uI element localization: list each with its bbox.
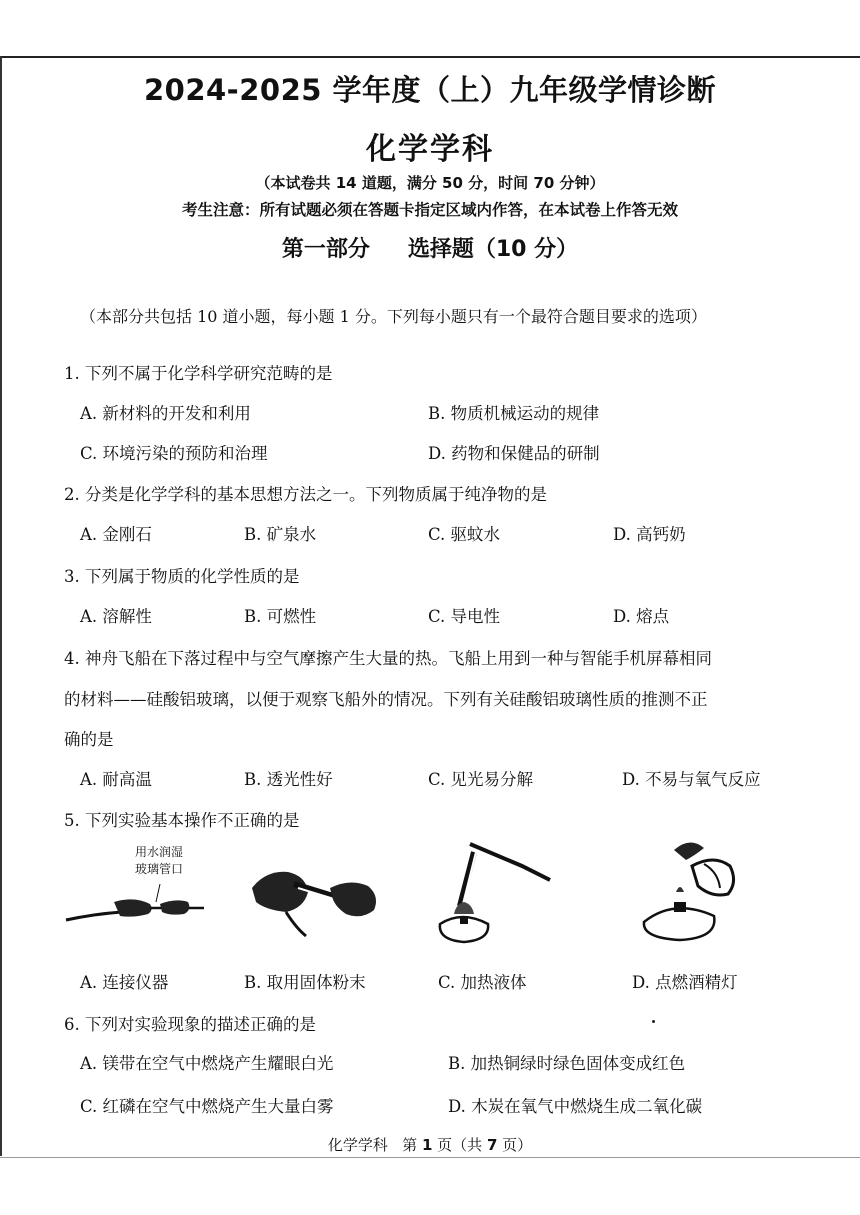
- question-3-stem: 3. 下列属于物质的化学性质的是: [64, 567, 300, 586]
- q4-option-d: D. 不易与氧气反应: [622, 770, 761, 789]
- figure-label-wet: 用水润湿: [134, 845, 183, 859]
- q4-option-b: B. 透光性好: [244, 770, 333, 789]
- subject-title: 化学学科: [366, 132, 494, 167]
- footer-subject: 化学学科: [327, 1136, 388, 1154]
- q3-option-b: B. 可燃性: [244, 607, 317, 626]
- page-border-bottom: [0, 1157, 860, 1158]
- section-note: （本部分共包括 10 道小题，每小题 1 分。下列每小题只有一个最符合题目要求的选项）: [80, 307, 707, 326]
- q5-option-a: A. 连接仪器: [80, 973, 169, 992]
- q2-option-b: B. 矿泉水: [244, 525, 317, 544]
- exam-title: 2024-2025 学年度（上）九年级学情诊断: [143, 73, 717, 107]
- figure-label-tube: 玻璃管口: [134, 862, 183, 876]
- connect-apparatus-icon: [64, 844, 224, 944]
- q5-option-b: B. 取用固体粉末: [244, 973, 366, 992]
- figure-heat-liquid: [430, 836, 560, 946]
- question-1-stem: 1. 下列不属于化学科学研究范畴的是: [64, 364, 333, 383]
- figure-light-lamp: [634, 836, 754, 946]
- exam-notice: 考生注意：所有试题必须在答题卡指定区域内作答，在本试卷上作答无效: [181, 201, 678, 219]
- q3-option-a: A. 溶解性: [80, 607, 152, 626]
- footer-page-mid: 页（共: [437, 1136, 483, 1154]
- question-4-stem-line-2: 的材料——硅酸铝玻璃，以便于观察飞船外的情况。下列有关硅酸铝玻璃性质的推测不正: [64, 690, 708, 709]
- q6-option-a: A. 镁带在空气中燃烧产生耀眼白光: [80, 1054, 334, 1073]
- footer-page-number: 1: [421, 1136, 433, 1154]
- section-part: 第一部分: [281, 237, 370, 262]
- figure-connect-apparatus: [64, 844, 224, 944]
- footer-page-prefix: 第: [402, 1136, 418, 1154]
- q3-option-d: D. 熔点: [613, 607, 670, 626]
- question-4-stem-line-1: 4. 神舟飞船在下落过程中与空气摩擦产生大量的热。飞船上用到一种与智能手机屏幕相同: [64, 649, 712, 668]
- footer-page-suffix: 页）: [502, 1136, 533, 1154]
- footer-page-total: 7: [486, 1136, 498, 1154]
- q6-option-b: B. 加热铜绿时绿色固体变成红色: [448, 1054, 686, 1073]
- q4-option-c: C. 见光易分解: [428, 770, 534, 789]
- q3-option-c: C. 导电性: [428, 607, 501, 626]
- q6-option-d: D. 木炭在氧气中燃烧生成二氧化碳: [448, 1097, 703, 1116]
- page-footer: [0, 1134, 860, 1155]
- question-4-stem-line-3: 确的是: [64, 730, 114, 749]
- q6-option-c: C. 红磷在空气中燃烧产生大量白雾: [80, 1097, 334, 1116]
- question-6-stem: 6. 下列对实验现象的描述正确的是: [64, 1015, 316, 1034]
- stray-dot: [652, 1020, 655, 1023]
- question-2-stem: 2. 分类是化学学科的基本思想方法之一。下列物质属于纯净物的是: [64, 485, 547, 504]
- exam-info: （本试卷共 14 道题，满分 50 分，时间 70 分钟）: [255, 174, 605, 192]
- q5-option-d: D. 点燃酒精灯: [632, 973, 738, 992]
- q1-option-b: B. 物质机械运动的规律: [428, 404, 600, 423]
- q1-option-d: D. 药物和保健品的研制: [428, 444, 600, 463]
- q2-option-c: C. 驱蚊水: [428, 525, 501, 544]
- question-5-stem: 5. 下列实验基本操作不正确的是: [64, 811, 300, 830]
- q2-option-d: D. 高钙奶: [613, 525, 686, 544]
- q5-option-c: C. 加热液体: [438, 973, 527, 992]
- page-border-top: [0, 56, 860, 58]
- q4-option-a: A. 耐高温: [80, 770, 152, 789]
- section-name: 选择题（10 分）: [407, 237, 579, 262]
- page-border-left: [0, 56, 2, 1156]
- figure-take-powder: [246, 848, 386, 938]
- q1-option-a: A. 新材料的开发和利用: [80, 404, 251, 423]
- q2-option-a: A. 金刚石: [80, 525, 152, 544]
- section-heading: [0, 232, 860, 263]
- q1-option-c: C. 环境污染的预防和治理: [80, 444, 268, 463]
